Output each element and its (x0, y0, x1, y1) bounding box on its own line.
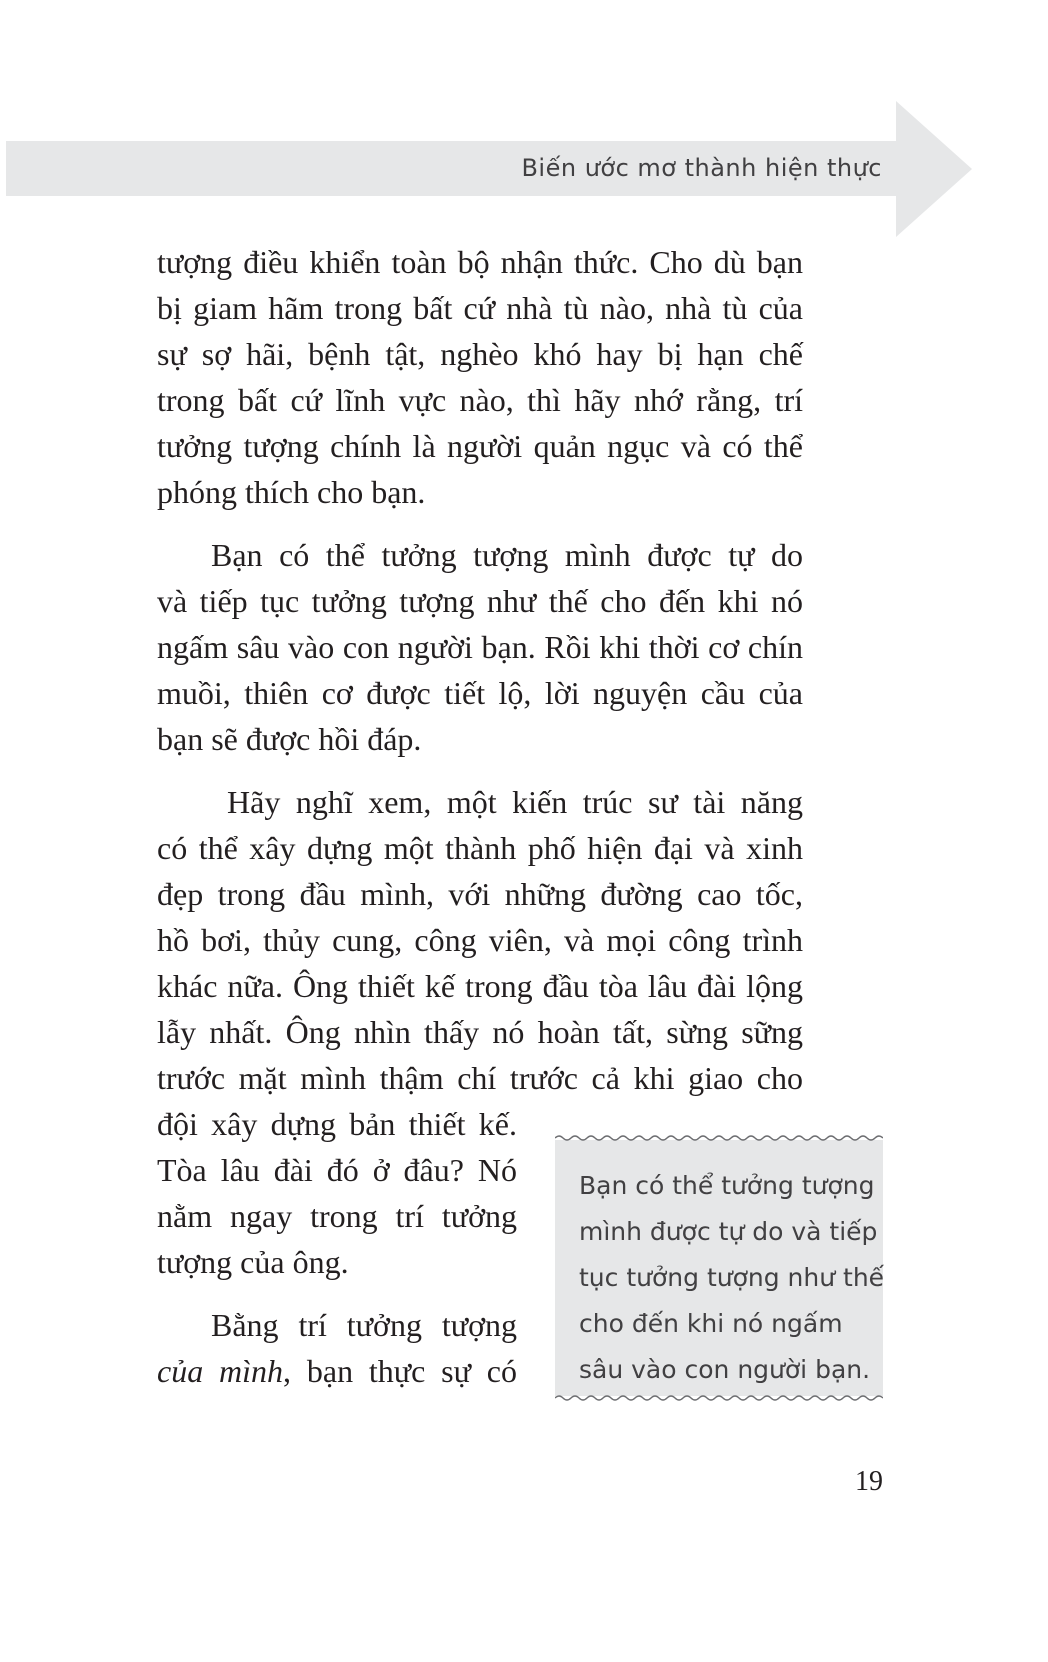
body-line: sự sợ hãi, bệnh tật, nghèo khó hay bị hạn chế (157, 336, 803, 372)
body-line: tượng điều khiển toàn bộ nhận thức. Cho dù bạn (157, 244, 803, 280)
body-line: Bằng trí tưởng tượng (211, 1307, 517, 1343)
body-line: nằm ngay trong trí tưởng (157, 1198, 517, 1234)
body-line: và tiếp tục tưởng tượng như thế cho đến khi nó (157, 583, 803, 619)
body-line-rest: , bạn thực sự có (283, 1353, 518, 1389)
italic-phrase: của mình (157, 1353, 284, 1389)
body-line: lẫy nhất. Ông nhìn thấy nó hoàn tất, sừng sững (157, 1014, 803, 1050)
body-line: đẹp trong đầu mình, với những đường cao tốc, (157, 876, 803, 912)
body-line: trước mặt mình thậm chí trước cả khi giao cho (157, 1060, 803, 1096)
page-number: 19 (855, 1466, 883, 1497)
body-line: ngấm sâu vào con người bạn. Rồi khi thời cơ chín (157, 629, 803, 665)
body-line-italic-start (157, 1351, 517, 1391)
body-line: bạn sẽ được hồi đáp. (157, 721, 422, 757)
arrow-right-icon (896, 101, 972, 237)
body-line: muồi, thiên cơ được tiết lộ, lời nguyện cầu của (157, 675, 803, 711)
wavy-border-bottom (555, 1393, 883, 1403)
body-line: có thể xây dựng một thành phố hiện đại và xinh (157, 830, 803, 866)
wavy-border-top (555, 1133, 883, 1143)
pull-quote-line: cho đến khi nó ngấm (579, 1309, 843, 1338)
pull-quote-line: mình được tự do và tiếp (579, 1217, 878, 1246)
body-line: hồ bơi, thủy cung, công viên, và mọi công trình (157, 922, 803, 958)
pull-quote-box (555, 1140, 883, 1396)
body-line: trong bất cứ lĩnh vực nào, thì hãy nhớ rằng, trí (157, 382, 803, 418)
body-line: Bạn có thể tưởng tượng mình được tự do (211, 537, 803, 573)
body-line: phóng thích cho bạn. (157, 474, 426, 510)
body-line: tượng của ông. (157, 1244, 349, 1280)
pull-quote-line: sâu vào con người bạn. (579, 1355, 871, 1384)
body-line: Hãy nghĩ xem, một kiến trúc sư tài năng (227, 784, 803, 820)
body-line: khác nữa. Ông thiết kế trong đầu tòa lâu đài lộng (157, 968, 803, 1004)
body-line: đội xây dựng bản thiết kế. (157, 1106, 517, 1142)
body-line: tưởng tượng chính là người quản ngục và có thể (157, 428, 803, 464)
body-line: bị giam hãm trong bất cứ nhà tù nào, nhà tù của (157, 290, 803, 326)
pull-quote-line: Bạn có thể tưởng tượng (579, 1171, 875, 1200)
pull-quote-line: tục tưởng tượng như thế (579, 1263, 885, 1292)
running-header-title: Biến ước mơ thành hiện thực (521, 154, 882, 182)
body-line: Tòa lâu đài đó ở đâu? Nó (157, 1152, 517, 1188)
